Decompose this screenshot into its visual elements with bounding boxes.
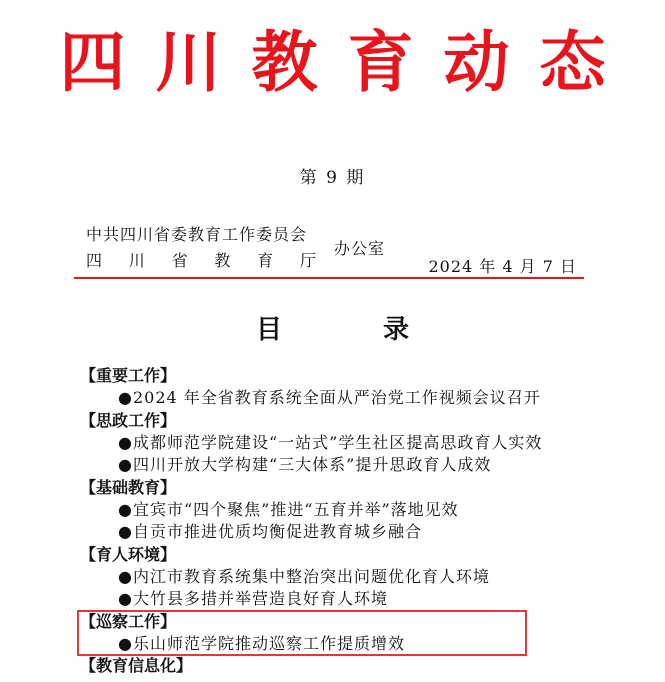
toc-item[interactable]: ●四川开放大学构建“三大体系”提升思政育人成效 bbox=[118, 455, 492, 474]
toc-item[interactable]: ●2024 年全省教育系统全面从严治党工作视频会议召开 bbox=[118, 388, 541, 407]
issuer-char: 川 bbox=[128, 251, 145, 270]
toc-category-important[interactable]: 【重要工作】 bbox=[80, 366, 177, 385]
toc-category-environment[interactable]: 【育人环境】 bbox=[80, 544, 177, 564]
toc-item[interactable]: ●大竹县多措并举营造良好育人环境 bbox=[118, 589, 388, 608]
issuer-char: 厅 bbox=[299, 251, 316, 270]
masthead-title: 四川教育动态 bbox=[59, 23, 636, 101]
issuer-block bbox=[86, 223, 316, 275]
inspection-highlight-box bbox=[77, 610, 527, 656]
toc-item[interactable]: ●内江市教育系统集中整治突出问题优化育人环境 bbox=[118, 566, 490, 586]
issuer-education-department bbox=[86, 247, 316, 275]
issuer-char: 教 bbox=[214, 251, 231, 270]
issuer-char: 省 bbox=[171, 251, 188, 270]
issuer-office: 办公室 bbox=[334, 239, 386, 258]
toc-item[interactable]: ●成都师范学院建设“一站式”学生社区提高思政育人实效 bbox=[118, 432, 543, 452]
toc-category-ideological[interactable]: 【思政工作】 bbox=[80, 410, 177, 430]
toc-category-inspection[interactable]: 【巡察工作】 bbox=[80, 611, 177, 631]
issuer-char: 育 bbox=[257, 251, 274, 270]
issuer-char: 四 bbox=[86, 251, 103, 270]
toc-category-basic-education[interactable]: 【基础教育】 bbox=[80, 477, 177, 497]
header-divider bbox=[74, 277, 584, 279]
toc-category-informatization[interactable]: 【教育信息化】 bbox=[80, 656, 193, 675]
issuer-party-committee: 中共四川省委教育工作委员会 bbox=[86, 225, 308, 244]
toc-item[interactable]: ●自贡市推进优质均衡促进教育城乡融合 bbox=[118, 522, 422, 541]
issue-number: 第 9 期 bbox=[299, 168, 366, 188]
toc-title: 目 录 bbox=[255, 315, 456, 345]
issue-date: 2024 年 4 月 7 日 bbox=[428, 257, 577, 276]
toc-item[interactable]: ●宜宾市“四个聚焦”推进“五育并举”落地见效 bbox=[118, 499, 459, 519]
toc-item[interactable]: ●乐山师范学院推动巡察工作提质增效 bbox=[118, 633, 405, 653]
